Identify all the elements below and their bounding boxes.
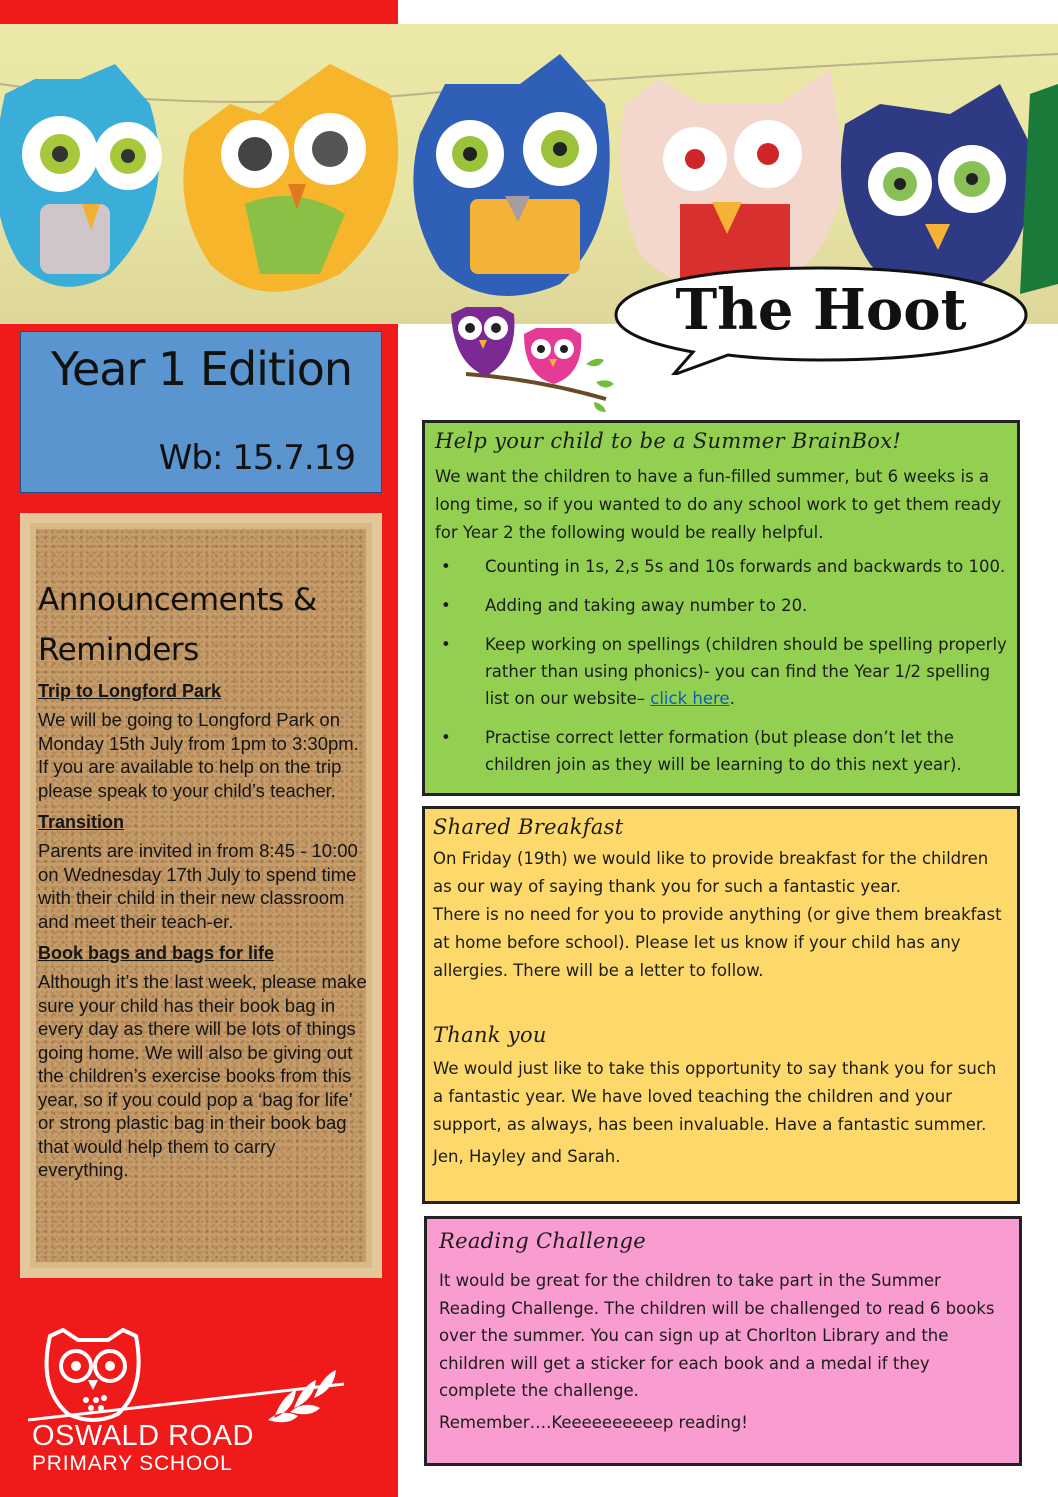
owl-2-icon [183, 64, 398, 292]
list-item: • Adding and taking away number to 20. [435, 592, 1009, 619]
breakfast-text: On Friday (19th) we would like to provide breakfast for the children as our way of saying thank you for such a fantastic year. [433, 849, 989, 896]
school-name: OSWALD ROAD [32, 1420, 254, 1452]
list-item: • Counting in 1s, 2,s 5s and 10s forwards and backwards to 100. [435, 553, 1009, 580]
announcements-content [38, 575, 368, 1192]
owls-on-branch-icon [446, 304, 621, 414]
announcement-text: Parents are invited in from 8:45 - 10:00 on Wednesday 17th July to spend time with their child in their new classroom and meet their teach-er. [38, 840, 358, 932]
edition-box [20, 331, 382, 493]
spelling-list-link[interactable]: click here [650, 689, 730, 708]
school-subname: PRIMARY SCHOOL [32, 1452, 233, 1475]
owl-4-icon [620, 69, 845, 291]
list-item: • Practise correct letter formation (but please don’t let the children join as they will be learning to do this next year). [435, 724, 1009, 778]
breakfast-title: Shared Breakfast [433, 815, 624, 839]
list-item: • Keep working on spellings (children should be spelling properly rather than using phonics)- you can find the Year 1/2 spelling list on our website– click here. [435, 631, 1009, 712]
thanks-title: Thank you [433, 1023, 547, 1047]
list-item-text: Keep working on spellings (children should be spelling properly rather than using phonics)- you can find the Year 1/2 spelling list on our website– [485, 635, 1007, 708]
brainbox-section [422, 420, 1020, 796]
breakfast-text: There is no need for you to provide anything (or give them breakfast at home before school). Please let us know if your child has any allergies. There will be a letter to follow. [433, 905, 1002, 980]
newsletter-title: The Hoot [675, 277, 967, 343]
reading-challenge-section [424, 1216, 1022, 1466]
announcement-text: Although it’s the last week, please make sure your child has their book bag in every day as there will be lots of things going home. We will also be giving out the children’s exercise books from this year, so if you could pop a ‘bag for life’ or strong plastic bag in their book bag that would help them to carry everything. [38, 971, 367, 1180]
announcement-text: We will be going to Longford Park on Monday 15th July from 1pm to 3:30pm. If you are available to help on the trip please speak to your child’s teacher. [38, 709, 359, 801]
title-speech-bubble [613, 265, 1029, 365]
announcement-title: Trip to Longford Park [38, 681, 221, 701]
reading-closing: Remember….Keeeeeeeeeep reading! [439, 1412, 748, 1432]
reading-text: It would be great for the children to take part in the Summer Reading Challenge. The children will be challenged to read 6 books over the summer. You can sign up at Chorlton Library and the children will get a sticker for each book and a medal if they complete the challenge. [439, 1271, 995, 1400]
announcements-corkboard [20, 513, 382, 1278]
brainbox-title: Help your child to be a Summer BrainBox! [435, 429, 902, 453]
school-logo [28, 1328, 358, 1478]
owl-3-icon [413, 54, 609, 296]
announcements-heading: Announcements & Reminders [38, 582, 317, 668]
owl-1-icon [0, 64, 162, 287]
brainbox-intro: We want the children to have a fun-filled summer, but 6 weeks is a long time, so if you wanted to do any school work to get them ready for Year 2 the following would be really helpful. [435, 467, 1002, 542]
owl-5-icon [841, 84, 1058, 295]
thanks-text: We would just like to take this opportunity to say thank you for such a fantastic year. We have loved teaching the children and your support, as always, has been invaluable. Have a fantastic summer. [433, 1059, 997, 1134]
announcement-title: Book bags and bags for life [38, 943, 275, 963]
brainbox-list [435, 553, 1009, 778]
reading-title: Reading Challenge [439, 1229, 647, 1253]
top-margin [398, 0, 1058, 24]
announcement-title: Transition [38, 812, 125, 832]
edition-title: Year 1 Edition [51, 342, 353, 396]
thanks-signoff: Jen, Hayley and Sarah. [433, 1147, 621, 1166]
week-beginning: Wb: 15.7.19 [158, 438, 355, 478]
owl-logo-icon [28, 1328, 358, 1428]
breakfast-thanks-section [422, 806, 1020, 1204]
